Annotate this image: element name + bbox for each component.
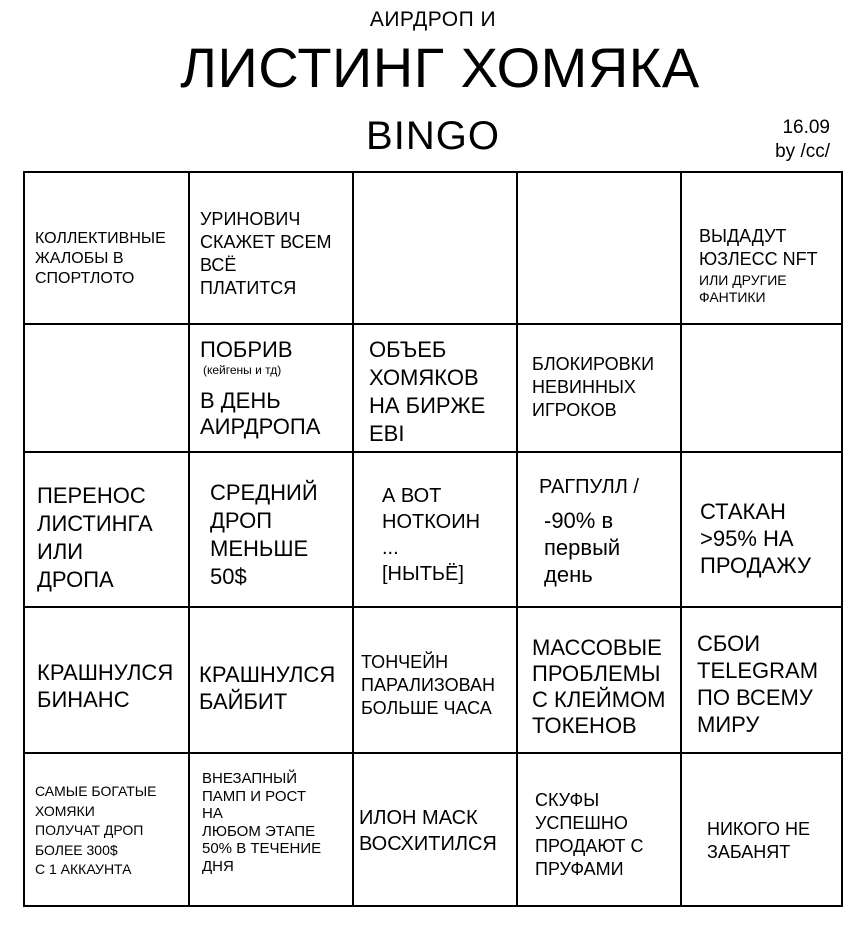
- grid-line: [25, 606, 841, 608]
- cell-r5c3: ИЛОН МАСК ВОСХИТИЛСЯ: [359, 807, 497, 855]
- cell-r5c2: ВНЕЗАПНЫЙ ПАМП И РОСТ НА ЛЮБОМ ЭТАПЕ 50% В ТЕЧЕНИЕ ДНЯ: [202, 770, 322, 875]
- grid-line: [680, 173, 682, 905]
- cell-r3c1: ПЕРЕНОС ЛИСТИНГА ИЛИ ДРОПА: [37, 483, 153, 592]
- grid-line: [25, 451, 841, 453]
- date-label: 16.09: [782, 117, 830, 138]
- grid-line: [188, 173, 190, 905]
- grid-line: [25, 323, 841, 325]
- cell-r4c1: КРАШНУЛСЯ БИНАНС: [37, 660, 174, 712]
- cell-r4c3: ТОНЧЕЙН ПАРАЛИЗОВАН БОЛЬШЕ ЧАСА: [361, 652, 495, 718]
- cell-r5c1: САМЫЕ БОГАТЫЕ ХОМЯКИ ПОЛУЧАТ ДРОП БОЛЕЕ 300$ С 1 АККАУНТА: [35, 783, 157, 877]
- cell-r3c5: СТАКАН >95% НА ПРОДАЖУ: [700, 499, 811, 578]
- cell-r1c1: КОЛЛЕКТИВНЫЕ ЖАЛОБЫ В СПОРТЛОТО: [35, 230, 166, 287]
- cell-r1c2: УРИНОВИЧ СКАЖЕТ ВСЕМ ВСЁ ПЛАТИТСЯ: [200, 209, 332, 298]
- grid-line: [516, 173, 518, 905]
- cell-r3c3: А ВОТ НОТКОИН ... [НЫТЬЁ]: [382, 485, 481, 585]
- grid-line: [25, 752, 841, 754]
- cell-r5c5: НИКОГО НЕ ЗАБАНЯТ: [707, 819, 810, 862]
- cell-r2c4: БЛОКИРОВКИ НЕВИННЫХ ИГРОКОВ: [532, 354, 655, 420]
- cell-r4c4: МАССОВЫЕ ПРОБЛЕМЫ С КЛЕЙМОМ ТОКЕНОВ: [532, 635, 666, 738]
- cell-r4c5: СБОИ TELEGRAM ПО ВСЕМУ МИРУ: [697, 631, 819, 737]
- cell-r4c2: КРАШНУЛСЯ БАЙБИТ: [199, 662, 336, 714]
- cell-r2c3: ОБЪЕБ ХОМЯКОВ НА БИРЖЕ EBI: [369, 337, 486, 446]
- bingo-grid: [23, 171, 843, 907]
- title-top: АИРДРОП И: [369, 8, 497, 31]
- cell-r2c2-tail: В ДЕНЬ АИРДРОПА: [200, 388, 321, 439]
- cell-r1c5-note: ИЛИ ДРУГИЕ ФАНТИКИ: [699, 272, 787, 305]
- title-bingo: BINGO: [366, 114, 500, 158]
- title-main: ЛИСТИНГ ХОМЯКА: [180, 36, 700, 99]
- cell-r3c4-tail: -90% в первый день: [544, 508, 621, 587]
- grid-line: [352, 173, 354, 905]
- cell-r3c4: РАГПУЛЛ /: [539, 476, 639, 498]
- cell-r2c2: ПОБРИВ: [200, 337, 293, 362]
- date-author: [775, 116, 830, 164]
- cell-r1c5: ВЫДАДУТ ЮЗЛЕСС NFT: [699, 226, 818, 269]
- cell-r5c4: СКУФЫ УСПЕШНО ПРОДАЮТ С ПРУФАМИ: [535, 790, 644, 879]
- author-label: by /cc/: [775, 141, 830, 162]
- cell-r3c2: СРЕДНИЙ ДРОП МЕНЬШЕ 50$: [210, 480, 318, 589]
- cell-r2c2-note: (кейгены и тд): [203, 363, 282, 377]
